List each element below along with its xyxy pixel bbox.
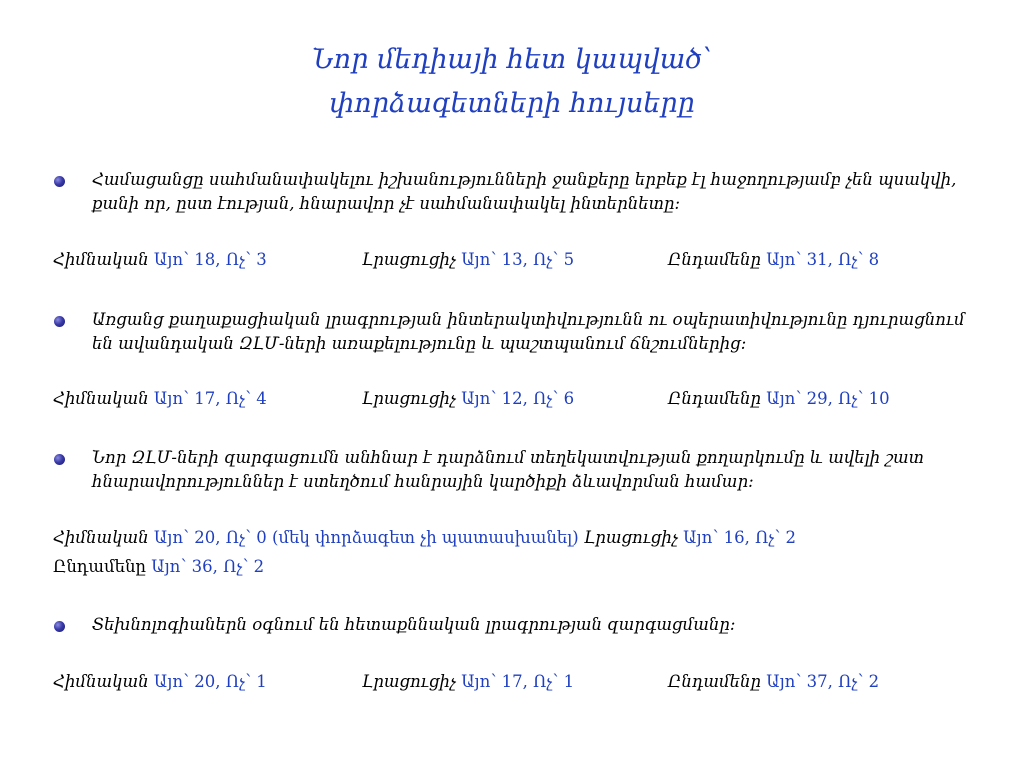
vote-main-value: Այո՝ 20, Ոչ՝ 1: [153, 672, 267, 691]
vote-total-value: Այո՝ 29, Ոչ՝ 10: [766, 389, 890, 408]
vote-extra-label: Լրացուցիչ: [583, 528, 678, 547]
vote-main: [53, 670, 267, 694]
bullet-text: Համացանցը սահմանափակելու իշխանությունների ջանքերը երբեք էլ հաջողությամբ չեն պսակվի, քանի որ, ըստ էության, հնարավոր չէ սահմանափակել ինտերնետը:: [92, 170, 957, 213]
vote-total: [668, 670, 879, 694]
bullet-text: Նոր ԶԼՄ-ների զարգացումն անհնար է դարձնում տեղեկատվության քողարկումը և ավելի շատ հնարավորություններ է ստեղծում հանրային կարծիքի ձևավորման համար:: [92, 448, 924, 491]
vote-extra-value: Այո՝ 17, Ոչ՝ 1: [461, 672, 575, 691]
vote-extra-value: Այո՝ 16, Ոչ՝ 2: [683, 528, 797, 547]
vote-main: [53, 387, 267, 411]
vote-main-value: Այո՝ 18, Ոչ՝ 3: [153, 250, 267, 269]
vote-total: [53, 555, 264, 579]
vote-total-value: Այո՝ 36, Ոչ՝ 2: [151, 557, 265, 576]
vote-total: [668, 387, 890, 411]
bullet-text: Առցանց քաղաքացիական լրագրության ինտերակտիվությունն ու օպերատիվությունը դյուրացնում են ավանդական ԶԼՄ-ների առաքելությունը և պաշտպանում ճնշումներից:: [92, 310, 965, 353]
vote-extra-value: Այո՝ 12, Ոչ՝ 6: [461, 389, 575, 408]
bullet-item: [54, 446, 974, 494]
vote-extra-label: Լրացուցիչ: [362, 389, 456, 408]
bullet-text: Տեխնոլոգիաներն օգնում են հետաքննական լրագրության զարգացմանը:: [92, 615, 736, 634]
vote-total-label: Ընդամենը: [668, 672, 761, 691]
vote-main: [53, 526, 796, 550]
bullet-dot-icon: [54, 454, 65, 465]
vote-extra-label: Լրացուցիչ: [362, 672, 456, 691]
slide-title: [0, 38, 1024, 126]
vote-total-label: Ընդամենը: [668, 250, 761, 269]
vote-total-label: Ընդամենը: [668, 389, 761, 408]
title-line-2: փորձագետների հույսերը: [329, 88, 695, 119]
vote-main-label: Հիմնական: [53, 250, 149, 269]
vote-total-value: Այո՝ 31, Ոչ՝ 8: [766, 250, 880, 269]
vote-total: [668, 248, 879, 272]
vote-extra-label: Լրացուցիչ: [362, 250, 456, 269]
bullet-dot-icon: [54, 316, 65, 327]
vote-main-label: Հիմնական: [53, 389, 149, 408]
vote-extra-value: Այո՝ 13, Ոչ՝ 5: [461, 250, 575, 269]
vote-total-value: Այո՝ 37, Ոչ՝ 2: [766, 672, 880, 691]
vote-extra: [362, 248, 574, 272]
vote-extra: [362, 387, 574, 411]
vote-extra: [362, 670, 574, 694]
bullet-item: [54, 613, 974, 637]
vote-main-value: Այո՝ 20, Ոչ՝ 0 (մեկ փորձագետ չի պատասխանել): [153, 528, 579, 547]
title-line-1: Նոր մեդիայի հետ կապված՝: [312, 44, 712, 75]
vote-total-label: Ընդամենը: [53, 557, 146, 576]
vote-main-label: Հիմնական: [53, 528, 149, 547]
bullet-dot-icon: [54, 621, 65, 632]
vote-main: [53, 248, 267, 272]
bullet-item: [54, 308, 974, 356]
vote-main-label: Հիմնական: [53, 672, 149, 691]
bullet-dot-icon: [54, 176, 65, 187]
vote-main-value: Այո՝ 17, Ոչ՝ 4: [153, 389, 267, 408]
bullet-item: [54, 168, 974, 216]
